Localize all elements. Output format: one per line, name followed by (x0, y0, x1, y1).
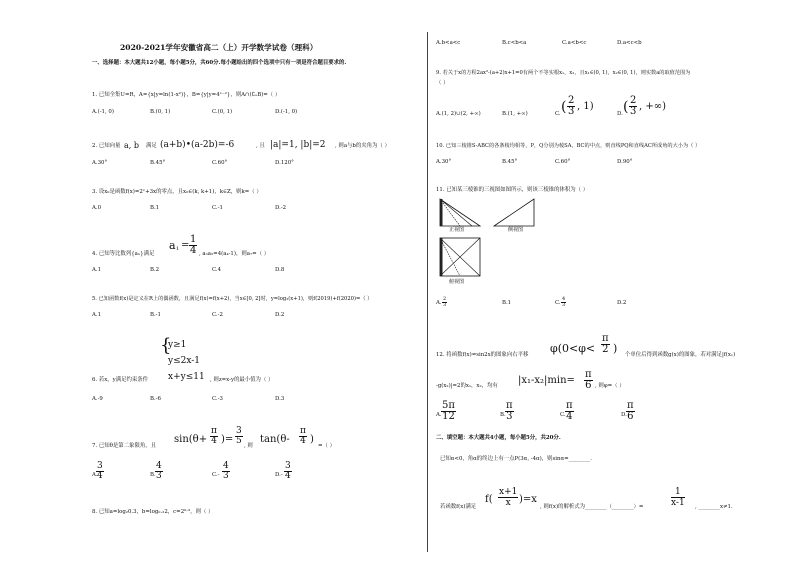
q1-option-b: B.(0, 1) (150, 109, 171, 115)
q12-option-a-frac (441, 401, 456, 422)
q4-fraction-den: 4 (190, 245, 197, 256)
q2-option-b: B.45° (150, 160, 166, 166)
q6-constraint-2: y≤2x-1 (168, 356, 201, 366)
q11-option-c-frac (561, 297, 566, 308)
q14-result-den: x-1 (671, 498, 685, 508)
q9-option-c-open: ( (561, 99, 567, 115)
q3-stem: 3. 设x₀是函数f(x)=2ˣ+3x的零点，且x₀∈(k, k+1)，k∈Z，则k=（ ） (92, 189, 262, 195)
section-2-heading: 二、填空题：本大题共4小题，每小题5分，共20分. (436, 435, 561, 441)
q7-value-frac (235, 427, 243, 446)
q5-stem: 5. 已知函数f(x)是定义在R上的偶函数，且满足f(x)=f(x+2)，当x∈[0, 2]时，y=log₂(x+1)，则f(2019)+f(2020)=（ ） (92, 296, 373, 302)
three-view-figure (436, 196, 546, 288)
q6-brace: { (160, 335, 172, 356)
q5-option-c: C.-2 (212, 312, 223, 318)
q3-option-d: D.-2 (275, 205, 287, 211)
q9-option-d-frac (629, 96, 637, 117)
q1-stem: 1. 已知全集U=R，A={x|y=ln(1-x²)}，B={y|y=4ˣ⁻²}，则A∩(∁ᵤB)=（ ） (92, 92, 281, 98)
q6-option-d: D.3 (275, 396, 285, 402)
q6-constraint-3: x+y≤11 (168, 372, 205, 382)
q11-option-a-label: A. (436, 300, 442, 306)
q2-option-d: D.120° (275, 160, 294, 166)
q9-paren: （ ） (436, 80, 449, 86)
q7-option-c-frac (222, 462, 230, 481)
q11-c-num: 4 (562, 296, 566, 302)
q14-result-num: 1 (671, 487, 685, 498)
q12-b-num: π (506, 400, 513, 411)
q7-a-den: 4 (97, 471, 103, 481)
column-divider (427, 32, 428, 552)
q12-option-a-label: A. (436, 412, 442, 418)
side-view-drawing (494, 199, 534, 226)
q14-f-close: )=x (519, 494, 537, 505)
q8-stem: 8. 已知a=log₂0.3，b=log₀.₃2，c=2⁰·³，则（ ） (92, 509, 214, 515)
q2-mid: 满足 (146, 143, 157, 149)
q7-tan-open: tan(θ- (260, 434, 290, 445)
top-view-label: 俯视图 (449, 279, 465, 285)
q11-option-c-label: C. (555, 300, 561, 306)
q11-option-b: B.1 (502, 300, 512, 306)
q6-option-a: A.-9 (92, 396, 103, 402)
q12-b-den: 3 (506, 411, 513, 422)
q10-option-c: C.60° (555, 159, 571, 165)
q2-post: , 且 (256, 143, 265, 149)
q9-c-den: 3 (568, 106, 575, 117)
q7-a-num: 3 (97, 461, 103, 471)
exam-title: 2020-2021学年安徽省高二（上）开学数学试卷（理科） (120, 43, 318, 52)
q2-tail: , 则a与b的夹角为（ ） (335, 143, 390, 149)
q2-prefix: 2. 已知向量 (92, 143, 121, 149)
q11-option-a-frac (442, 297, 447, 308)
q9-option-c-label: C. (555, 111, 561, 117)
q2-option-a: A.30° (92, 160, 108, 166)
q4-equals: = (181, 240, 190, 251)
q14-prefix: 若函数f(x)满足 (440, 504, 477, 510)
q12-absmin-frac (584, 370, 593, 391)
q12-phi-close: ) (613, 342, 618, 355)
q7-sin-open: sin(θ+ (174, 434, 208, 445)
q5-option-a: A.1 (92, 312, 102, 318)
q3-option-b: B.1 (150, 205, 160, 211)
q11-stem: 11. 已知某三棱锥的三视图如图所示，则该三棱锥的体积为（ ） (436, 187, 589, 193)
q4-option-a: A.1 (92, 267, 102, 273)
q4-option-b: B.2 (150, 267, 160, 273)
q2-magnitudes: |a|=1, |b|=2 (270, 140, 326, 150)
q14-arg-num: x+1 (499, 487, 518, 497)
q11-c-den: 3 (562, 302, 566, 308)
q12-tail: , 则φ=（ ） (595, 383, 625, 389)
q6-option-b: B.-6 (150, 396, 161, 402)
top-view-drawing (440, 238, 480, 276)
q7-tan-frac-num: π (300, 426, 306, 436)
q5-option-b: B.-1 (150, 312, 161, 318)
q7-mid: , 则 (244, 443, 253, 449)
q14-result-frac (671, 487, 685, 508)
q7-value-den: 5 (236, 436, 242, 446)
q12-d-num: π (627, 400, 634, 411)
q4-fraction (189, 235, 197, 256)
q12-phi-open: φ(0<φ< (550, 342, 596, 355)
q4-tail: , a₃a₅=4(a₄-1)，则a₇=（ ） (199, 251, 270, 257)
q7-tan-frac-den: 4 (300, 436, 306, 446)
q12-a-den: 12 (442, 411, 455, 422)
q10-option-a: A.30° (436, 159, 452, 165)
q7-option-d-label: D.- (275, 472, 283, 478)
q13-stem: 已知α<0，角α的终边上有一点P(3α, -4α)，则sinα=________. (440, 456, 592, 462)
q10-option-d: D.90° (617, 159, 633, 165)
q11-a-num: 2 (443, 296, 447, 302)
side-view-label: 侧视图 (508, 227, 524, 233)
q5-option-d: D.2 (275, 312, 285, 318)
q7-sin-frac-num: π (211, 426, 217, 436)
q4-a1: a (169, 239, 176, 252)
q9-option-b: B.(1, +∞) (502, 111, 528, 117)
q3-option-a: A.0 (92, 205, 102, 211)
q7-option-b-frac (155, 462, 163, 481)
q9-option-d-label: D. (617, 111, 623, 117)
q12-c-num: π (566, 400, 573, 411)
q12-option-d-label: D. (621, 412, 627, 418)
q12-absmin-num: π (585, 369, 592, 380)
q14-tail: , ________x≠1. (695, 504, 733, 510)
q9-option-d-tail: , +∞) (639, 101, 666, 112)
q7-option-b-label: B. (150, 472, 156, 478)
q12-absmin-den: 6 (585, 380, 592, 391)
q12-prefix: 12. 将函数f(x)=sin2x的图象向右平移 (436, 352, 529, 358)
q12-phi-den: 2 (602, 344, 609, 355)
q12-option-d-frac (626, 401, 635, 422)
q6-prefix: 6. 若x，y满足约束条件 (92, 377, 149, 383)
q7-c-num: 4 (223, 461, 229, 471)
q14-arg-frac (498, 487, 518, 508)
front-view-label: 正视图 (449, 227, 465, 233)
q12-c-den: 4 (566, 411, 573, 422)
q7-option-c-label: C.- (212, 472, 220, 478)
q14-f-open: f( (485, 494, 493, 505)
q8-option-c: C.a<b<c (562, 40, 587, 46)
q3-option-c: C.-1 (212, 205, 223, 211)
q6-option-c: C.-3 (212, 396, 223, 402)
q7-sin-close: )= (221, 434, 234, 445)
q7-option-a-label: A. (92, 472, 98, 478)
q12-d-den: 6 (627, 411, 634, 422)
q9-c-num: 2 (568, 95, 575, 106)
q11-option-d: D.2 (617, 300, 627, 306)
q7-prefix: 7. 已知θ是第二象限角，且 (92, 443, 157, 449)
q7-d-den: 4 (285, 471, 291, 481)
q4-prefix: 4. 已知等比数列{aₙ}满足 (92, 251, 155, 257)
q8-option-d: D.a<c<b (617, 40, 642, 46)
q10-option-b: B.45° (502, 159, 518, 165)
q9-d-den: 3 (630, 106, 637, 117)
q1-option-d: D.(-1, 0) (275, 109, 298, 115)
section-1-heading: 一、选择题：本大题共12小题，每小题5分，共60分.每小题给出的四个选项中只有一项是符合题目要求的. (92, 60, 347, 66)
q7-sin-frac-den: 4 (211, 436, 217, 446)
q12-a-num: 5π (442, 400, 455, 411)
q9-option-c-tail: , 1) (577, 101, 594, 112)
q4-option-d: D.8 (275, 267, 285, 273)
q7-b-num: 4 (156, 461, 162, 471)
q2-expression: (a+b)•(a-2b)=-6 (160, 140, 235, 150)
q8-option-a: A.b<a<c (436, 40, 461, 46)
q7-d-num: 3 (285, 461, 291, 471)
q7-option-d-frac (284, 462, 292, 481)
q9-option-a: A.(1, 2)∪(2, +∞) (436, 111, 481, 117)
q4-a1-subscript: 1 (176, 246, 180, 252)
q9-option-d-open: ( (623, 99, 629, 115)
q8-option-b: B.c<b<a (502, 40, 527, 46)
q14-arg-den: x (505, 498, 511, 508)
q7-sin-frac (210, 427, 218, 446)
q12-option-c-label: C. (560, 412, 566, 418)
q7-b-den: 3 (156, 471, 162, 481)
q7-c-den: 3 (223, 471, 229, 481)
q2-vectors: a, b (124, 141, 139, 150)
q12-option-c-frac (565, 401, 574, 422)
q7-tan-frac (299, 427, 307, 446)
q12-line2: -g(x₂)|=2的x₁，x₂，均有 (436, 383, 498, 389)
q12-option-b-frac (505, 401, 514, 422)
q9-d-num: 2 (630, 95, 637, 106)
q6-constraint-1: y≥1 (168, 340, 187, 350)
q7-tan-close: ) (310, 434, 314, 445)
q4-fraction-num: 1 (190, 234, 197, 245)
q2-option-c: C.60° (212, 160, 228, 166)
q7-value-num: 3 (236, 426, 242, 436)
q7-option-a-frac (96, 462, 104, 481)
q9-option-c-frac (567, 96, 575, 117)
q4-option-c: C.4 (212, 267, 222, 273)
q6-tail: , 则z=x-y的最小值为（ ） (210, 377, 274, 383)
q12-phi-num: π (602, 333, 609, 344)
q14-mid: , 则f(x)的解析式为________（________）= (540, 504, 644, 510)
q12-absmin: |x₁-x₂|min= (518, 375, 575, 386)
q12-option-b-label: B. (500, 412, 506, 418)
q1-option-a: A.(-1, 0) (92, 109, 114, 115)
q12-phi-frac (601, 334, 610, 355)
q7-tail: =（ ） (318, 443, 336, 449)
q9-stem: 9. 若关于x的方程2ax²-(a+2)x+1=0有两个不等实根x₁，x₂，且x₁∈(0, 1)，x₂∈(0, 1)，则实数a的取值范围为 (436, 70, 691, 76)
q11-a-den: 3 (443, 302, 447, 308)
front-view-drawing (440, 199, 480, 226)
q10-stem: 10. 已知三棱锥S-ABC的各条棱均相等，P，Q分别为棱SA，BC的中点，则直线PQ和直线AC所成角的大小为（ ） (436, 143, 701, 149)
q1-option-c: C.(0, 1) (212, 109, 233, 115)
q12-post: 个单位后得到函数g(x)的图象，若对满足|f(x₁) (625, 352, 736, 358)
